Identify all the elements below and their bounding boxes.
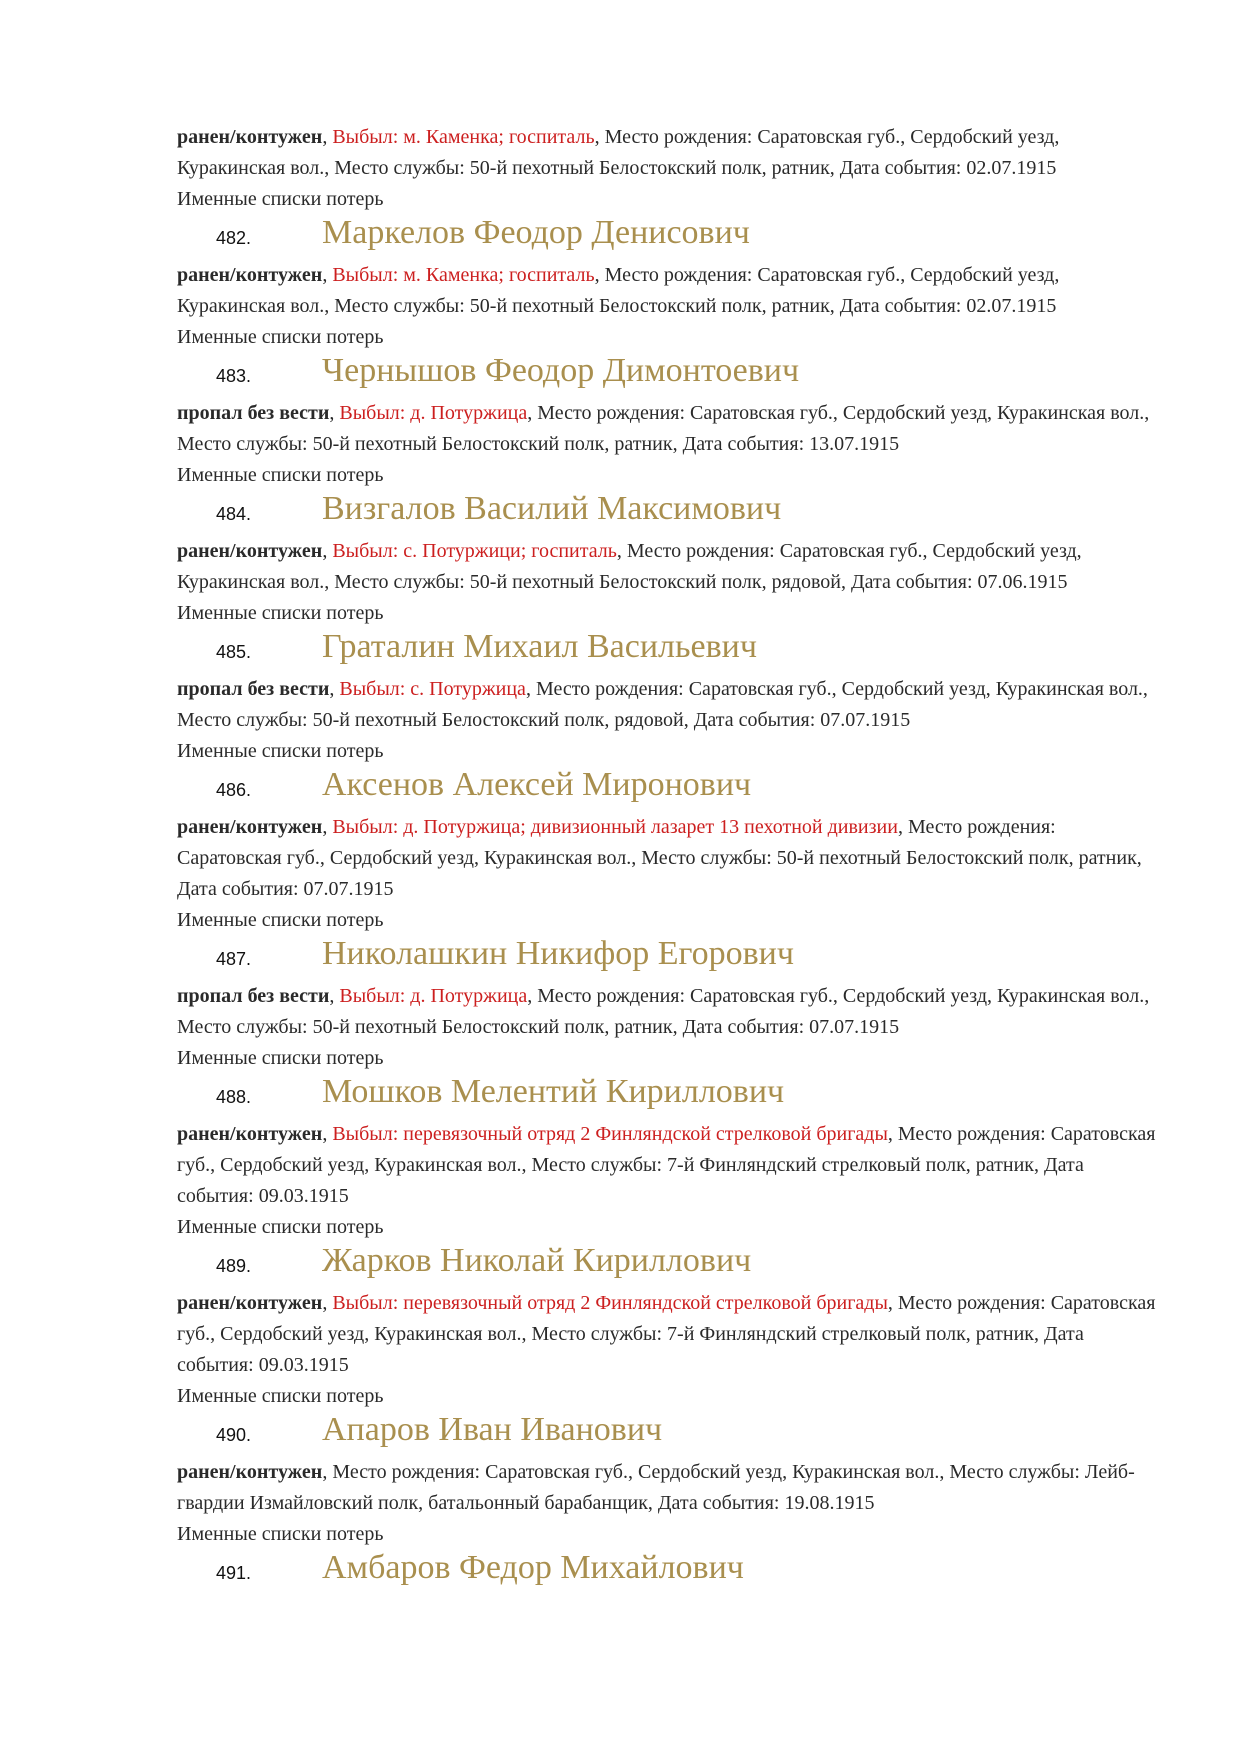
entry-number: 487.	[216, 949, 252, 969]
record-status: пропал без вести	[177, 402, 330, 424]
person-name: Мошков Мелентий Кириллович	[322, 1073, 785, 1110]
record-dropout: Выбыл: перевязочный отряд 2 Финляндской стрелковой бригады	[332, 1292, 888, 1314]
record-text	[177, 1457, 1157, 1519]
record-dropout: Выбыл: с. Потуржици; госпиталь	[332, 540, 617, 562]
record-dropout: Выбыл: м. Каменка; госпиталь	[332, 264, 595, 286]
person-name: Николашкин Никифор Егорович	[322, 935, 794, 972]
record-text: пропал без вести, Выбыл: д. Потуржица, Место рождения: Саратовская губ., Сердобский уезд, Куракинская вол., Место службы: 50-й пехотный Белостокский полк, ратник, Дата события: 13.07.1915	[177, 402, 1150, 455]
entry-number: 484.	[216, 504, 252, 524]
record-text: ранен/контужен, Выбыл: д. Потуржица; дивизионный лазарет 13 пехотной дивизии, Место рождения: Саратовская губ., Сердобский уезд, Куракинская вол., Место службы: 50-й пехотный Белостокский полк, ратник, Дата события: 07.07.1915	[177, 816, 1142, 900]
person-name: Апаров Иван Иванович	[322, 1411, 663, 1448]
person-name: Амбаров Федор Михайлович	[322, 1549, 744, 1586]
record-source: Именные списки потерь	[177, 602, 384, 624]
record-text: ранен/контужен, Выбыл: перевязочный отряд 2 Финляндской стрелковой бригады, Место рождения: Саратовская губ., Сердобский уезд, Куракинская вол., Место службы: 7-й Финляндский стрелковый полк, ратник, Дата события: 09.03.1915	[177, 1123, 1156, 1207]
entry-number: 482.	[216, 228, 252, 248]
record-source: Именные списки потерь	[177, 1385, 384, 1407]
entry-heading	[177, 352, 1157, 398]
record-text: ранен/контужен, Выбыл: м. Каменка; госпиталь, Место рождения: Саратовская губ., Сердобский уезд, Куракинская вол., Место службы: 50-й пехотный Белостокский полк, ратник, Дата события: 02.07.1915	[177, 264, 1060, 317]
entry-heading	[177, 490, 1157, 536]
record-status: ранен/контужен	[177, 126, 323, 148]
record-status: ранен/контужен	[177, 264, 323, 286]
entry-heading	[177, 1073, 1157, 1119]
record-dropout: Выбыл: д. Потуржица; дивизионный лазарет 13 пехотной дивизии	[332, 816, 898, 838]
record-status: пропал без вести	[177, 678, 330, 700]
entry-heading	[177, 628, 1157, 674]
record-status: ранен/контужен	[177, 816, 323, 838]
record-dropout: Выбыл: перевязочный отряд 2 Финляндской стрелковой бригады	[332, 1123, 888, 1145]
record-text: ранен/контужен, Выбыл: с. Потуржици; госпиталь, Место рождения: Саратовская губ., Сердобский уезд, Куракинская вол., Место службы: 50-й пехотный Белостокский полк, рядовой, Дата события: 07.06.1915	[177, 540, 1082, 593]
entry-number: 488.	[216, 1087, 252, 1107]
record-dropout: Выбыл: д. Потуржица	[339, 402, 528, 424]
record-details: , Место рождения: Саратовская губ., Сердобский уезд, Куракинская вол., Место службы: 50-й пехотный Белостокский полк, рядовой, Дата события: 07.07.1915	[177, 678, 1148, 731]
entry-number: 486.	[216, 780, 252, 800]
person-name: Маркелов Феодор Денисович	[322, 214, 750, 251]
person-name: Чернышов Феодор Димонтоевич	[322, 352, 800, 389]
entry-heading	[177, 1549, 1157, 1595]
record-source: Именные списки потерь	[177, 1047, 384, 1069]
document-page	[177, 122, 1157, 1595]
record-status: пропал без вести	[177, 985, 330, 1007]
entry-heading	[177, 1411, 1157, 1457]
entry-heading	[177, 214, 1157, 260]
record-details: , Место рождения: Саратовская губ., Сердобский уезд, Куракинская вол., Место службы: 50-й пехотный Белостокский полк, ратник, Дата события: 07.07.1915	[177, 816, 1142, 900]
record-text: пропал без вести, Выбыл: д. Потуржица, Место рождения: Саратовская губ., Сердобский уезд, Куракинская вол., Место службы: 50-й пехотный Белостокский полк, ратник, Дата события: 07.07.1915	[177, 985, 1150, 1038]
record-source: Именные списки потерь	[177, 188, 384, 210]
record-details: , Место рождения: Саратовская губ., Сердобский уезд, Куракинская вол., Место службы: 7-й Финляндский стрелковый полк, ратник, Дата события: 09.03.1915	[177, 1292, 1156, 1376]
record-text: ранен/контужен, Выбыл: перевязочный отряд 2 Финляндской стрелковой бригады, Место рождения: Саратовская губ., Сердобский уезд, Куракинская вол., Место службы: 7-й Финляндский стрелковый полк, ратник, Дата события: 09.03.1915	[177, 1292, 1156, 1376]
record-source: Именные списки потерь	[177, 1216, 384, 1238]
record-source: Именные списки потерь	[177, 464, 384, 486]
record-status: ранен/контужен	[177, 1123, 323, 1145]
entry-heading	[177, 935, 1157, 981]
entry-number: 483.	[216, 366, 252, 386]
entry-number: 490.	[216, 1425, 252, 1445]
entry-number: 491.	[216, 1563, 252, 1583]
entry-heading	[177, 1242, 1157, 1288]
record-details: , Место рождения: Саратовская губ., Сердобский уезд, Куракинская вол., Место службы: 50-й пехотный Белостокский полк, ратник, Дата события: 07.07.1915	[177, 985, 1150, 1038]
record-details: , Место рождения: Саратовская губ., Сердобский уезд, Куракинская вол., Место службы: 7-й Финляндский стрелковый полк, ратник, Дата события: 09.03.1915	[177, 1123, 1156, 1207]
record-status: ранен/контужен	[177, 1292, 323, 1314]
record-details: , Место рождения: Саратовская губ., Сердобский уезд, Куракинская вол., Место службы: 50-й пехотный Белостокский полк, ратник, Дата события: 02.07.1915	[177, 126, 1060, 179]
entry-number: 485.	[216, 642, 252, 662]
entry-number: 489.	[216, 1256, 252, 1276]
person-name: Визгалов Василий Максимович	[322, 490, 782, 527]
record-source: Именные списки потерь	[177, 326, 384, 348]
record-text: пропал без вести, Выбыл: с. Потуржица, Место рождения: Саратовская губ., Сердобский уезд, Куракинская вол., Место службы: 50-й пехотный Белостокский полк, рядовой, Дата события: 07.07.1915	[177, 678, 1148, 731]
person-name: Граталин Михаил Васильевич	[322, 628, 757, 665]
record-source: Именные списки потерь	[177, 1523, 384, 1545]
record-source: Именные списки потерь	[177, 740, 384, 762]
record-dropout: Выбыл: д. Потуржица	[339, 985, 528, 1007]
record-dropout: Выбыл: м. Каменка; госпиталь	[332, 126, 595, 148]
person-name: Жарков Николай Кириллович	[322, 1242, 752, 1279]
record-details: , Место рождения: Саратовская губ., Сердобский уезд, Куракинская вол., Место службы: 50-й пехотный Белостокский полк, ратник, Дата события: 13.07.1915	[177, 402, 1150, 455]
record-details: , Место рождения: Саратовская губ., Сердобский уезд, Куракинская вол., Место службы: Лейб-гвардии Измайловский полк, батальонный барабанщик, Дата события: 19.08.1915	[177, 1461, 1135, 1514]
entry-heading	[177, 766, 1157, 812]
person-name: Аксенов Алексей Миронович	[322, 766, 752, 803]
record-dropout: Выбыл: с. Потуржица	[339, 678, 526, 700]
record-status: ранен/контужен	[177, 540, 323, 562]
record-status: ранен/контужен	[177, 1461, 323, 1483]
record-source: Именные списки потерь	[177, 909, 384, 931]
record-details: , Место рождения: Саратовская губ., Сердобский уезд, Куракинская вол., Место службы: 50-й пехотный Белостокский полк, рядовой, Дата события: 07.06.1915	[177, 540, 1082, 593]
record-text: ранен/контужен, Выбыл: м. Каменка; госпиталь, Место рождения: Саратовская губ., Сердобский уезд, Куракинская вол., Место службы: 50-й пехотный Белостокский полк, ратник, Дата события: 02.07.1915	[177, 126, 1060, 179]
record-details: , Место рождения: Саратовская губ., Сердобский уезд, Куракинская вол., Место службы: 50-й пехотный Белостокский полк, ратник, Дата события: 02.07.1915	[177, 264, 1060, 317]
